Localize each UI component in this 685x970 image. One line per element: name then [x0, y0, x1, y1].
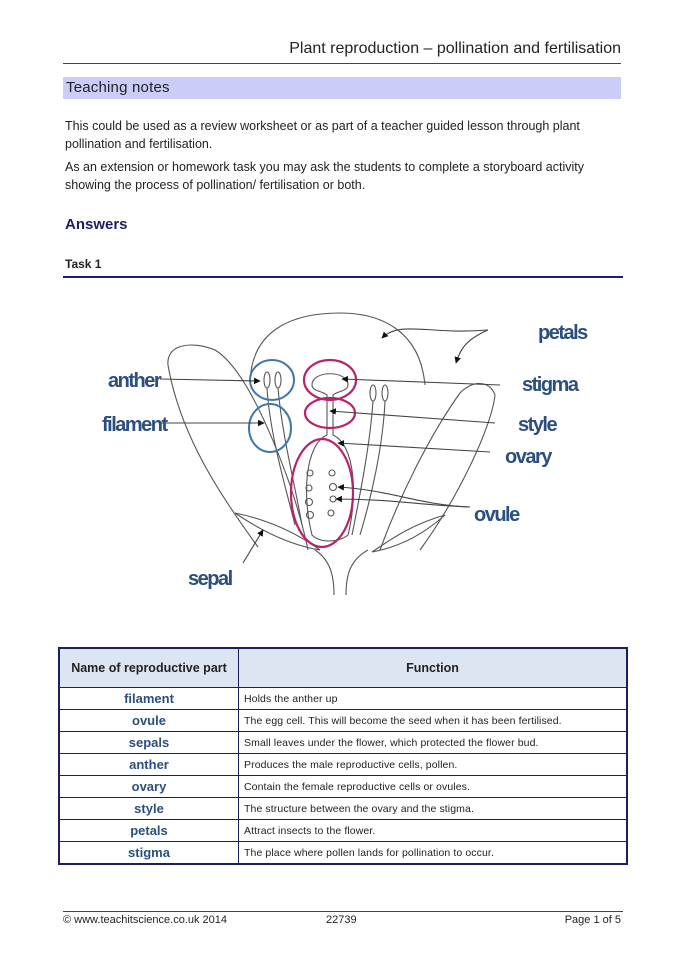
part-name: stigma — [59, 842, 239, 865]
part-function: Holds the anther up — [239, 688, 628, 710]
task-heading: Task 1 — [65, 257, 102, 271]
label-ovule: ovule — [474, 504, 519, 526]
column-header-name: Name of reproductive part — [59, 648, 239, 688]
teaching-notes — [65, 117, 625, 199]
label-ovary: ovary — [505, 446, 551, 468]
label-anther: anther — [108, 370, 161, 392]
table-row — [59, 820, 627, 842]
table-row — [59, 688, 627, 710]
label-filament: filament — [102, 414, 167, 436]
part-name: filament — [59, 688, 239, 710]
table-header-row — [59, 648, 627, 688]
table-row — [59, 776, 627, 798]
part-name: ovule — [59, 710, 239, 732]
part-name: anther — [59, 754, 239, 776]
part-name: ovary — [59, 776, 239, 798]
part-function: Contain the female reproductive cells or ovules. — [239, 776, 628, 798]
notes-paragraph: As an extension or homework task you may ask the students to complete a storyboard activity showing the process of pollination/ fertilisation or both. — [65, 160, 585, 192]
label-petals: petals — [538, 322, 587, 344]
section-band — [63, 77, 621, 99]
part-name: petals — [59, 820, 239, 842]
part-name: style — [59, 798, 239, 820]
footer-page-number: Page 1 of 5 — [564, 914, 621, 926]
footer-divider — [63, 911, 623, 912]
footer-resource-code: 22739 — [326, 914, 357, 926]
table-row — [59, 842, 627, 865]
column-header-function: Function — [239, 648, 628, 688]
footer-copyright: © www.teachitscience.co.uk 2014 — [63, 914, 228, 926]
part-name: sepals — [59, 732, 239, 754]
label-sepal: sepal — [188, 568, 232, 590]
part-function: Small leaves under the flower, which protected the flower bud. — [239, 732, 628, 754]
part-function: The egg cell. This will become the seed when it has been fertilised. — [239, 710, 628, 732]
notes-paragraph: This could be used as a review worksheet or as part of a teacher guided lesson through plant pollination and fertilisation. — [65, 119, 580, 151]
part-function: Produces the male reproductive cells, pollen. — [239, 754, 628, 776]
part-function: Attract insects to the flower. — [239, 820, 628, 842]
table-row — [59, 710, 627, 732]
label-style: style — [518, 414, 557, 436]
document-title: Plant reproduction – pollination and fertilisation — [289, 40, 621, 57]
table-row — [59, 732, 627, 754]
table-row — [59, 798, 627, 820]
table-row — [59, 754, 627, 776]
flower-diagram — [90, 295, 610, 615]
section-title: Teaching notes — [66, 79, 170, 96]
part-function: The place where pollen lands for pollination to occur. — [239, 842, 628, 865]
label-stigma: stigma — [522, 374, 578, 396]
task-divider — [63, 276, 623, 278]
answers-heading: Answers — [65, 216, 128, 233]
reproductive-parts-table — [58, 647, 628, 865]
part-function: The structure between the ovary and the stigma. — [239, 798, 628, 820]
header-divider — [63, 63, 621, 64]
